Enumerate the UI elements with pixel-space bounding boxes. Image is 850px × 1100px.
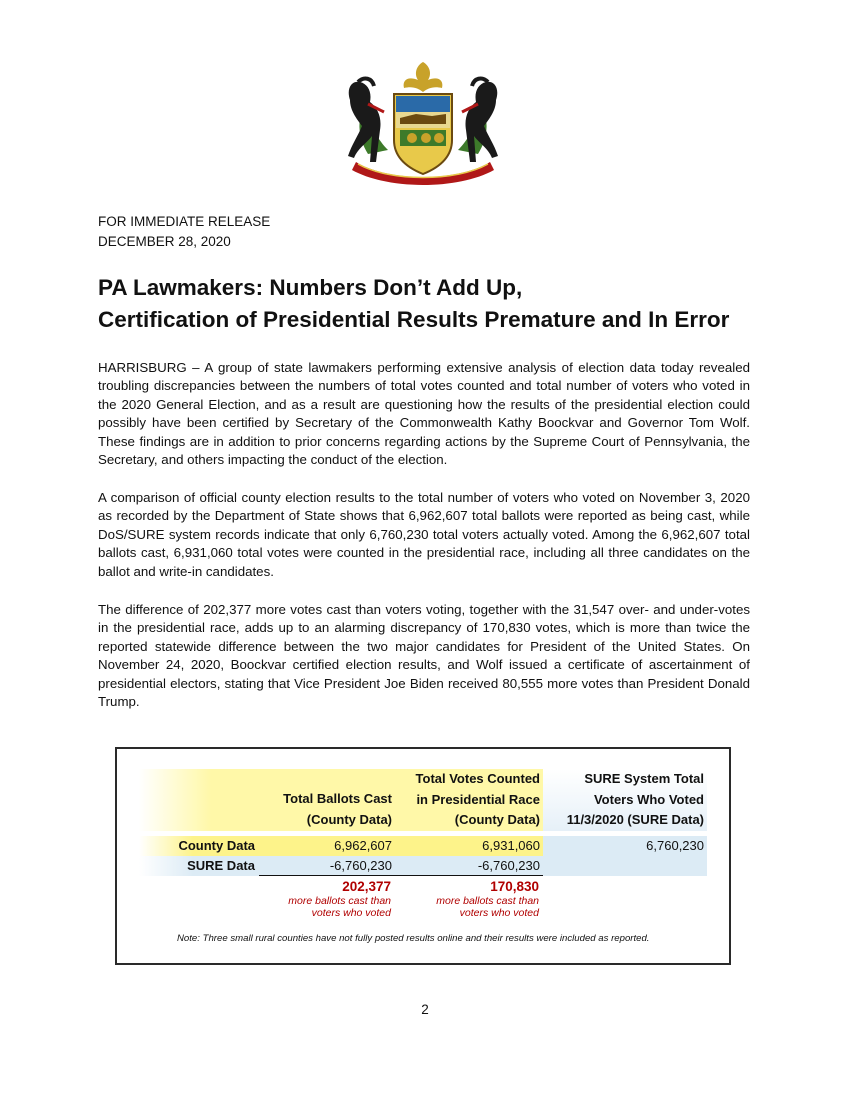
table-note: Note: Three small rural counties have not fully posted results online and their results were included as reported. — [177, 933, 650, 944]
headline — [98, 272, 758, 336]
sure-row-empty — [543, 856, 707, 876]
county-total-ballots: 6,962,607 — [259, 836, 395, 856]
paragraph-3: The difference of 202,377 more votes cast than voters voting, together with the 31,547 over- and under-votes in the presidential race, adds up to an alarming discrepancy of 170,830 votes, which is more than twice the reported statewide difference between the two major candidates for President of the United States. On November 24, 2020, Boockvar certified election results, and Wolf issued a certificate of ascertainment of presidential electors, stating that Vice President Joe Biden received 80,555 more votes than President Donald Trump. — [98, 602, 750, 710]
paragraph-1: HARRISBURG – A group of state lawmakers performing extensive analysis of election data today revealed troubling discrepancies between the numbers of total votes counted and total number of voters who voted in the 2020 General Election, and as a result are questioning how the results of the presidential election could possibly have been certified by Secretary of the Commonwealth Kathy Boockvar and Governor Tom Wolf. These findings are in addition to prior concerns regarding actions by the Supreme Court of Pennsylvania, the Secretary, and others impacting the conduct of the election. — [98, 360, 750, 468]
difference-votes: 170,830 more ballots cast than voters who voted — [395, 879, 543, 921]
paragraph-2: A comparison of official county election results to the total number of voters who voted on November 3, 2020 as recorded by the Department of State shows that 6,962,607 total ballots were reported as being cast, while DoS/SURE system records indicate that only 6,760,230 total voters actually voted. Among the 6,962,607 total ballots cast, 6,931,060 total votes were counted in the presidential race, including all three candidates on the ballot and write-in candidates. — [98, 490, 750, 579]
sure-total-voters: 6,760,230 — [543, 836, 707, 856]
header-votes-counted: Total Votes Counted in Presidential Race (County Data) — [395, 769, 543, 831]
difference-ballots: 202,377 more ballots cast than voters who voted — [259, 879, 395, 921]
difference-ballots-value: 202,377 — [342, 879, 391, 894]
headline-line-1: PA Lawmakers: Numbers Don’t Add Up, — [98, 275, 523, 300]
county-votes-counted: 6,931,060 — [395, 836, 543, 856]
release-label: FOR IMMEDIATE RELEASE — [98, 214, 271, 229]
page-number: 2 — [421, 1002, 429, 1017]
comparison-table — [115, 747, 731, 965]
header-total-ballots: Total Ballots Cast (County Data) — [259, 769, 395, 831]
sure-minus-ballots: -6,760,230 — [259, 856, 395, 876]
row-label-county: County Data — [139, 836, 259, 856]
headline-line-2: Certification of Presidential Results Premature and In Error — [98, 307, 730, 332]
difference-votes-value: 170,830 — [490, 879, 539, 894]
header-sure-voters: SURE System Total Voters Who Voted 11/3/2020 (SURE Data) — [543, 769, 707, 831]
pennsylvania-coat-of-arms-icon — [328, 58, 518, 190]
release-header — [98, 212, 270, 252]
row-label-sure: SURE Data — [139, 856, 259, 876]
sure-minus-votes: -6,760,230 — [395, 856, 543, 876]
header-corner — [139, 769, 259, 831]
release-date: DECEMBER 28, 2020 — [98, 234, 231, 249]
